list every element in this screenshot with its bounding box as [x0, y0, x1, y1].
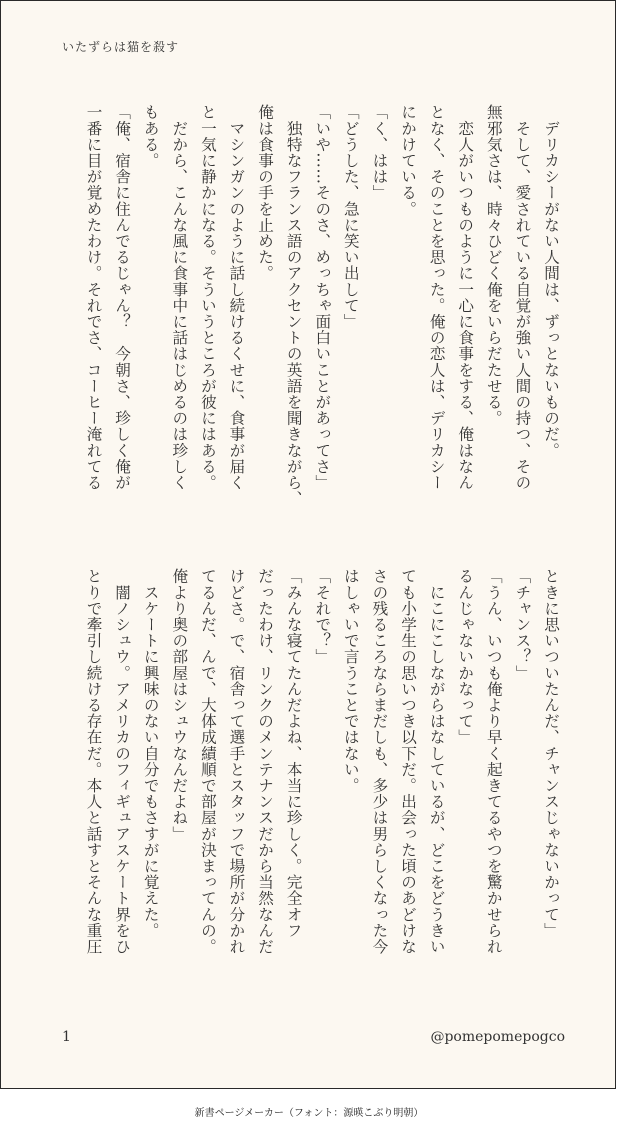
- text-line: 独特なフランス語のアクセントの英語を聞きながら、: [284, 104, 303, 507]
- text-line: ても小学生の思いつき以下だ。出会った頃のあどけな: [399, 568, 418, 955]
- text-line: 「いや……そのさ、めっちゃ面白いことがあってさ」: [313, 104, 332, 491]
- lower-text-block: [70, 568, 565, 986]
- book-title: いたずらは猫を殺す: [62, 40, 180, 54]
- text-line: デリカシーがない人間は、ずっとないものだ。: [542, 104, 560, 459]
- text-line: 「どうした、急に笑い出して」: [341, 104, 360, 330]
- text-line: 「うん、いつも俺より早く起きてるやつを驚かせられ: [484, 568, 503, 955]
- text-line: さの残るころならまだしも、多少は男らしくなった今: [370, 568, 389, 955]
- text-line: 「みんな寝てたんだよね、本当に珍しく。完全オフ: [284, 568, 303, 939]
- text-line: にこにこしながらはなしているが、どこをどうきい: [427, 568, 446, 955]
- text-line: 「チャンス？」: [513, 568, 532, 681]
- text-line: 一番に目が覚めたわけ。それでさ、コーヒー淹れてる: [84, 104, 103, 491]
- page-number: 1: [62, 1029, 71, 1045]
- text-line: となく、そのことを思った。俺の恋人は、デリカシー: [427, 104, 446, 491]
- text-line: マシンガンのように話し続けるくせに、食事が届く: [227, 104, 246, 491]
- text-line: にかけている。: [399, 104, 418, 217]
- text-line: るんじゃないかなって」: [456, 568, 475, 746]
- text-line: スケートに興味のない自分でもさすがに覚えた。: [141, 568, 160, 939]
- author-handle: @pomepomepogco: [430, 1029, 565, 1045]
- text-line: とりで牽引し続ける存在だ。本人と話すとそんな重圧: [84, 568, 103, 955]
- text-line: 恋人がいつものように一心に食事をする、俺はなん: [456, 104, 475, 491]
- text-line: ときに思いついたんだ、チャンスじゃないかって」: [542, 568, 560, 939]
- text-line: もある。: [141, 104, 160, 169]
- text-line: てるんだ、んで、大体成績順で部屋が決まってんの。: [198, 568, 217, 955]
- text-line: と一気に静かになる。そういうところが彼にはある。: [198, 104, 217, 491]
- generator-credit: 新書ページメーカー（フォント：源暎こぶり明朝）: [194, 1108, 424, 1119]
- text-line: 「く、はは」: [370, 104, 389, 201]
- text-line: 「それで？」: [313, 568, 332, 665]
- text-line: だから、こんな風に食事中に話はじめるのは珍しく: [170, 104, 189, 491]
- text-line: 闇ノシュウ。アメリカのフィギュアスケート界をひ: [113, 568, 132, 955]
- text-line: けどさ。で、宿舎って選手とスタッフで場所が分かれ: [227, 568, 246, 955]
- text-line: 「俺、宿舎に住んでるじゃん？ 今朝さ、珍しく俺が: [113, 104, 132, 491]
- text-line: だったわけ、リンクのメンテナンスだから当然なんだ: [256, 568, 275, 955]
- text-line: はしゃいで言うことではない。: [341, 568, 360, 794]
- upper-text-block: [70, 104, 565, 522]
- text-line: 俺は食事の手を止めた。: [256, 104, 275, 282]
- text-line: 無邪気さは、時々ひどく俺をいらだたせる。: [484, 104, 503, 426]
- text-line: 俺より奥の部屋はシュウなんだよね」: [170, 568, 189, 842]
- text-line: そして、愛されている自覚が強い人間の持つ、その: [513, 104, 532, 491]
